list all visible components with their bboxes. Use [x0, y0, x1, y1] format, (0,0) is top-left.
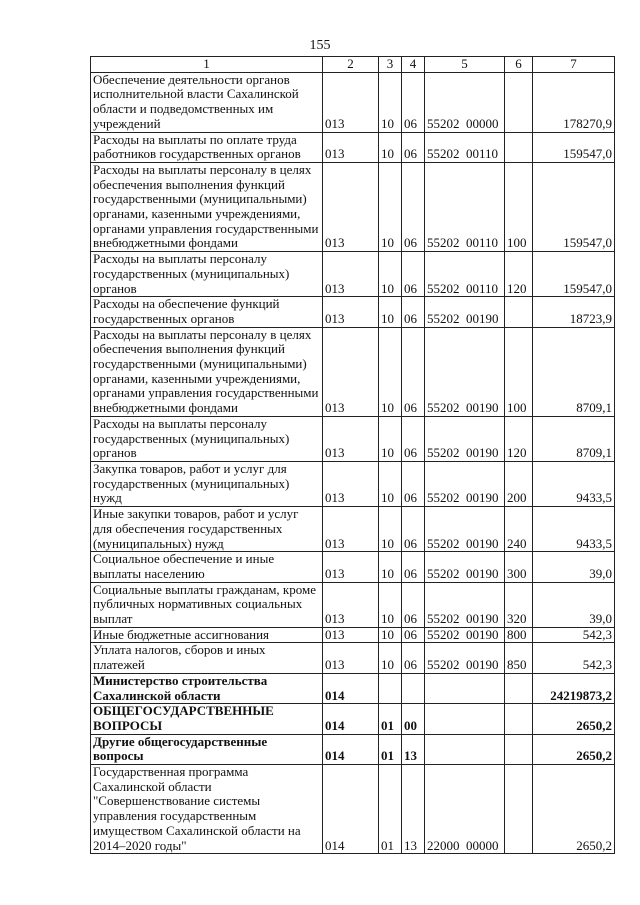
table-row — [91, 252, 615, 297]
section-cell: 10 — [379, 416, 402, 461]
row-name-cell: Расходы на обеспечение функций государственных органов — [91, 297, 323, 327]
expense-type-cell — [505, 734, 533, 764]
column-header: 7 — [533, 57, 615, 73]
ministry-code-cell: 013 — [323, 252, 379, 297]
row-name-cell: Закупка товаров, работ и услуг для государственных (муниципальных) нужд — [91, 461, 323, 506]
expense-type-cell — [505, 673, 533, 703]
target-article-cell: 55202 00190 — [425, 416, 505, 461]
row-name-cell: Обеспечение деятельности органов исполнительной власти Сахалинской области и подведомственных им учреждений — [91, 72, 323, 132]
budget-table — [90, 56, 615, 854]
column-header: 1 — [91, 57, 323, 73]
expense-type-cell: 240 — [505, 507, 533, 552]
column-header: 4 — [402, 57, 425, 73]
ministry-code-cell: 013 — [323, 327, 379, 416]
section-cell: 10 — [379, 627, 402, 643]
subsection-cell: 06 — [402, 643, 425, 673]
section-cell: 10 — [379, 552, 402, 582]
ministry-code-cell: 013 — [323, 582, 379, 627]
amount-cell: 2650,2 — [533, 765, 615, 854]
expense-type-cell — [505, 297, 533, 327]
section-cell: 01 — [379, 734, 402, 764]
amount-cell: 39,0 — [533, 552, 615, 582]
expense-type-cell: 120 — [505, 416, 533, 461]
subsection-cell: 06 — [402, 461, 425, 506]
ministry-code-cell: 014 — [323, 765, 379, 854]
page-number: 155 — [309, 38, 331, 53]
row-name-cell: Другие общегосударственные вопросы — [91, 734, 323, 764]
amount-cell: 9433,5 — [533, 507, 615, 552]
expense-type-cell: 200 — [505, 461, 533, 506]
ministry-code-cell: 013 — [323, 72, 379, 132]
table-row — [91, 461, 615, 506]
section-cell — [379, 673, 402, 703]
target-article-cell — [425, 673, 505, 703]
row-name-cell: Уплата налогов, сборов и иных платежей — [91, 643, 323, 673]
column-header: 6 — [505, 57, 533, 73]
section-cell: 10 — [379, 507, 402, 552]
target-article-cell: 55202 00110 — [425, 132, 505, 162]
subsection-cell: 06 — [402, 162, 425, 251]
section-cell: 10 — [379, 297, 402, 327]
subsection-cell: 06 — [402, 582, 425, 627]
expense-type-cell: 850 — [505, 643, 533, 673]
expense-type-cell: 120 — [505, 252, 533, 297]
table-row — [91, 416, 615, 461]
target-article-cell: 55202 00110 — [425, 162, 505, 251]
row-name-cell: Расходы на выплаты персоналу государственных (муниципальных) органов — [91, 416, 323, 461]
ministry-code-cell: 013 — [323, 416, 379, 461]
table-row — [91, 552, 615, 582]
table-row — [91, 734, 615, 764]
table-row — [91, 643, 615, 673]
expense-type-cell: 100 — [505, 162, 533, 251]
subsection-cell: 06 — [402, 507, 425, 552]
table-row — [91, 162, 615, 251]
row-name-cell: Расходы на выплаты персоналу в целях обеспечения выполнения функций государственными (муниципальными) органами, казенными учреждениями, органами управления государственными внебюджетными фондами — [91, 162, 323, 251]
section-cell: 10 — [379, 132, 402, 162]
ministry-code-cell: 014 — [323, 734, 379, 764]
target-article-cell: 55202 00190 — [425, 461, 505, 506]
row-name-cell: Расходы на выплаты по оплате труда работников государственных органов — [91, 132, 323, 162]
row-name-cell: Расходы на выплаты персоналу государственных (муниципальных) органов — [91, 252, 323, 297]
ministry-code-cell: 013 — [323, 297, 379, 327]
amount-cell: 159547,0 — [533, 132, 615, 162]
section-cell: 10 — [379, 461, 402, 506]
expense-type-cell: 300 — [505, 552, 533, 582]
table-header-row — [91, 57, 615, 73]
amount-cell: 2650,2 — [533, 704, 615, 734]
ministry-code-cell: 013 — [323, 507, 379, 552]
subsection-cell: 13 — [402, 765, 425, 854]
column-header: 3 — [379, 57, 402, 73]
row-name-cell: Социальные выплаты гражданам, кроме публичных нормативных социальных выплат — [91, 582, 323, 627]
expense-type-cell — [505, 765, 533, 854]
amount-cell: 159547,0 — [533, 252, 615, 297]
subsection-cell: 06 — [402, 72, 425, 132]
target-article-cell: 55202 00190 — [425, 507, 505, 552]
target-article-cell: 55202 00190 — [425, 643, 505, 673]
target-article-cell: 55202 00190 — [425, 552, 505, 582]
subsection-cell: 06 — [402, 627, 425, 643]
table-row — [91, 507, 615, 552]
ministry-code-cell: 013 — [323, 162, 379, 251]
ministry-code-cell: 013 — [323, 627, 379, 643]
amount-cell: 8709,1 — [533, 416, 615, 461]
subsection-cell: 06 — [402, 416, 425, 461]
row-name-cell: ОБЩЕГОСУДАРСТВЕННЫЕ ВОПРОСЫ — [91, 704, 323, 734]
amount-cell: 178270,9 — [533, 72, 615, 132]
section-cell: 01 — [379, 704, 402, 734]
column-header: 5 — [425, 57, 505, 73]
table-row — [91, 297, 615, 327]
subsection-cell: 06 — [402, 552, 425, 582]
target-article-cell: 22000 00000 — [425, 765, 505, 854]
expense-type-cell: 100 — [505, 327, 533, 416]
target-article-cell: 55202 00000 — [425, 72, 505, 132]
table-body — [91, 57, 615, 854]
amount-cell: 542,3 — [533, 643, 615, 673]
target-article-cell: 55202 00190 — [425, 627, 505, 643]
row-name-cell: Иные бюджетные ассигнования — [91, 627, 323, 643]
target-article-cell — [425, 734, 505, 764]
subsection-cell: 13 — [402, 734, 425, 764]
ministry-code-cell: 013 — [323, 643, 379, 673]
subsection-cell: 06 — [402, 327, 425, 416]
table-row — [91, 132, 615, 162]
subsection-cell: 06 — [402, 252, 425, 297]
target-article-cell: 55202 00190 — [425, 327, 505, 416]
target-article-cell: 55202 00190 — [425, 582, 505, 627]
table-row — [91, 327, 615, 416]
column-header: 2 — [323, 57, 379, 73]
subsection-cell: 06 — [402, 297, 425, 327]
section-cell: 10 — [379, 643, 402, 673]
amount-cell: 39,0 — [533, 582, 615, 627]
row-name-cell: Иные закупки товаров, работ и услуг для обеспечения государственных (муниципальных) нужд — [91, 507, 323, 552]
target-article-cell: 55202 00190 — [425, 297, 505, 327]
expense-type-cell — [505, 704, 533, 734]
ministry-code-cell: 013 — [323, 461, 379, 506]
expense-type-cell — [505, 132, 533, 162]
amount-cell: 159547,0 — [533, 162, 615, 251]
expense-type-cell: 320 — [505, 582, 533, 627]
amount-cell: 542,3 — [533, 627, 615, 643]
section-cell: 10 — [379, 582, 402, 627]
row-name-cell: Министерство строительства Сахалинской области — [91, 673, 323, 703]
section-cell: 10 — [379, 327, 402, 416]
ministry-code-cell: 014 — [323, 704, 379, 734]
target-article-cell: 55202 00110 — [425, 252, 505, 297]
table-row — [91, 704, 615, 734]
table-row — [91, 673, 615, 703]
expense-type-cell — [505, 72, 533, 132]
subsection-cell: 00 — [402, 704, 425, 734]
amount-cell: 2650,2 — [533, 734, 615, 764]
row-name-cell: Социальное обеспечение и иные выплаты населению — [91, 552, 323, 582]
ministry-code-cell: 013 — [323, 552, 379, 582]
row-name-cell: Государственная программа Сахалинской области "Совершенствование системы управления государственным имуществом Сахалинской области на 2014–2020 годы" — [91, 765, 323, 854]
table-row — [91, 72, 615, 132]
section-cell: 01 — [379, 765, 402, 854]
amount-cell: 8709,1 — [533, 327, 615, 416]
section-cell: 10 — [379, 252, 402, 297]
table-row — [91, 765, 615, 854]
section-cell: 10 — [379, 72, 402, 132]
subsection-cell — [402, 673, 425, 703]
table-row — [91, 582, 615, 627]
ministry-code-cell: 013 — [323, 132, 379, 162]
expense-type-cell: 800 — [505, 627, 533, 643]
amount-cell: 18723,9 — [533, 297, 615, 327]
target-article-cell — [425, 704, 505, 734]
subsection-cell: 06 — [402, 132, 425, 162]
section-cell: 10 — [379, 162, 402, 251]
table-row — [91, 627, 615, 643]
amount-cell: 9433,5 — [533, 461, 615, 506]
row-name-cell: Расходы на выплаты персоналу в целях обеспечения выполнения функций государственными (муниципальными) органами, казенными учреждениями, органами управления государственными внебюджетными фондами — [91, 327, 323, 416]
ministry-code-cell: 014 — [323, 673, 379, 703]
amount-cell: 24219873,2 — [533, 673, 615, 703]
